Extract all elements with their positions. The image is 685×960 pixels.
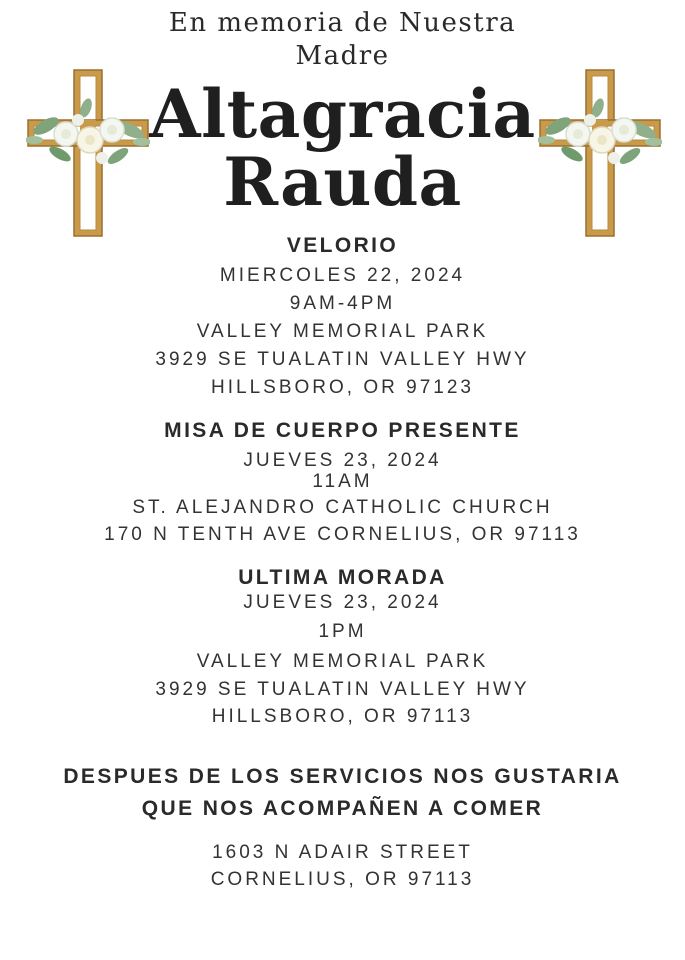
ultima-city: HILLSBORO, OR 97113	[211, 706, 474, 727]
ultima-title: ULTIMA MORADA	[238, 566, 447, 589]
velorio-city: HILLSBORO, OR 97123	[211, 377, 474, 398]
velorio-title: VELORIO	[286, 234, 399, 257]
ultima-place: VALLEY MEMORIAL PARK	[196, 651, 489, 672]
misa-address: 170 N TENTH AVE CORNELIUS, OR 97113	[104, 524, 581, 545]
velorio-street: 3929 SE TUALATIN VALLEY HWY	[155, 349, 530, 370]
misa-place: ST. ALEJANDRO CATHOLIC CHURCH	[132, 497, 553, 518]
ultima-street: 3929 SE TUALATIN VALLEY HWY	[155, 679, 530, 700]
ultima-time: 1PM	[318, 621, 367, 642]
name-line-1: Altagracia	[149, 75, 536, 153]
misa-title: MISA DE CUERPO PRESENTE	[164, 419, 521, 442]
misa-date: JUEVES 23, 2024	[243, 450, 442, 471]
velorio-date: MIERCOLES 22, 2024	[219, 265, 466, 286]
memoria-line-2: Madre	[295, 41, 390, 71]
despues-line-2: QUE NOS ACOMPAÑEN A COMER	[141, 797, 544, 820]
velorio-time: 9AM-4PM	[289, 293, 396, 314]
despues-city: CORNELIUS, OR 97113	[210, 869, 475, 890]
ultima-date: JUEVES 23, 2024	[243, 592, 442, 613]
despues-street: 1603 N ADAIR STREET	[212, 842, 473, 863]
velorio-place: VALLEY MEMORIAL PARK	[196, 321, 489, 342]
misa-time: 11AM	[312, 471, 373, 492]
name-line-2: Rauda	[223, 143, 462, 221]
despues-line-1: DESPUES DE LOS SERVICIOS NOS GUSTARIA	[63, 765, 622, 788]
memoria-line-1: En memoria de Nuestra	[168, 8, 517, 38]
